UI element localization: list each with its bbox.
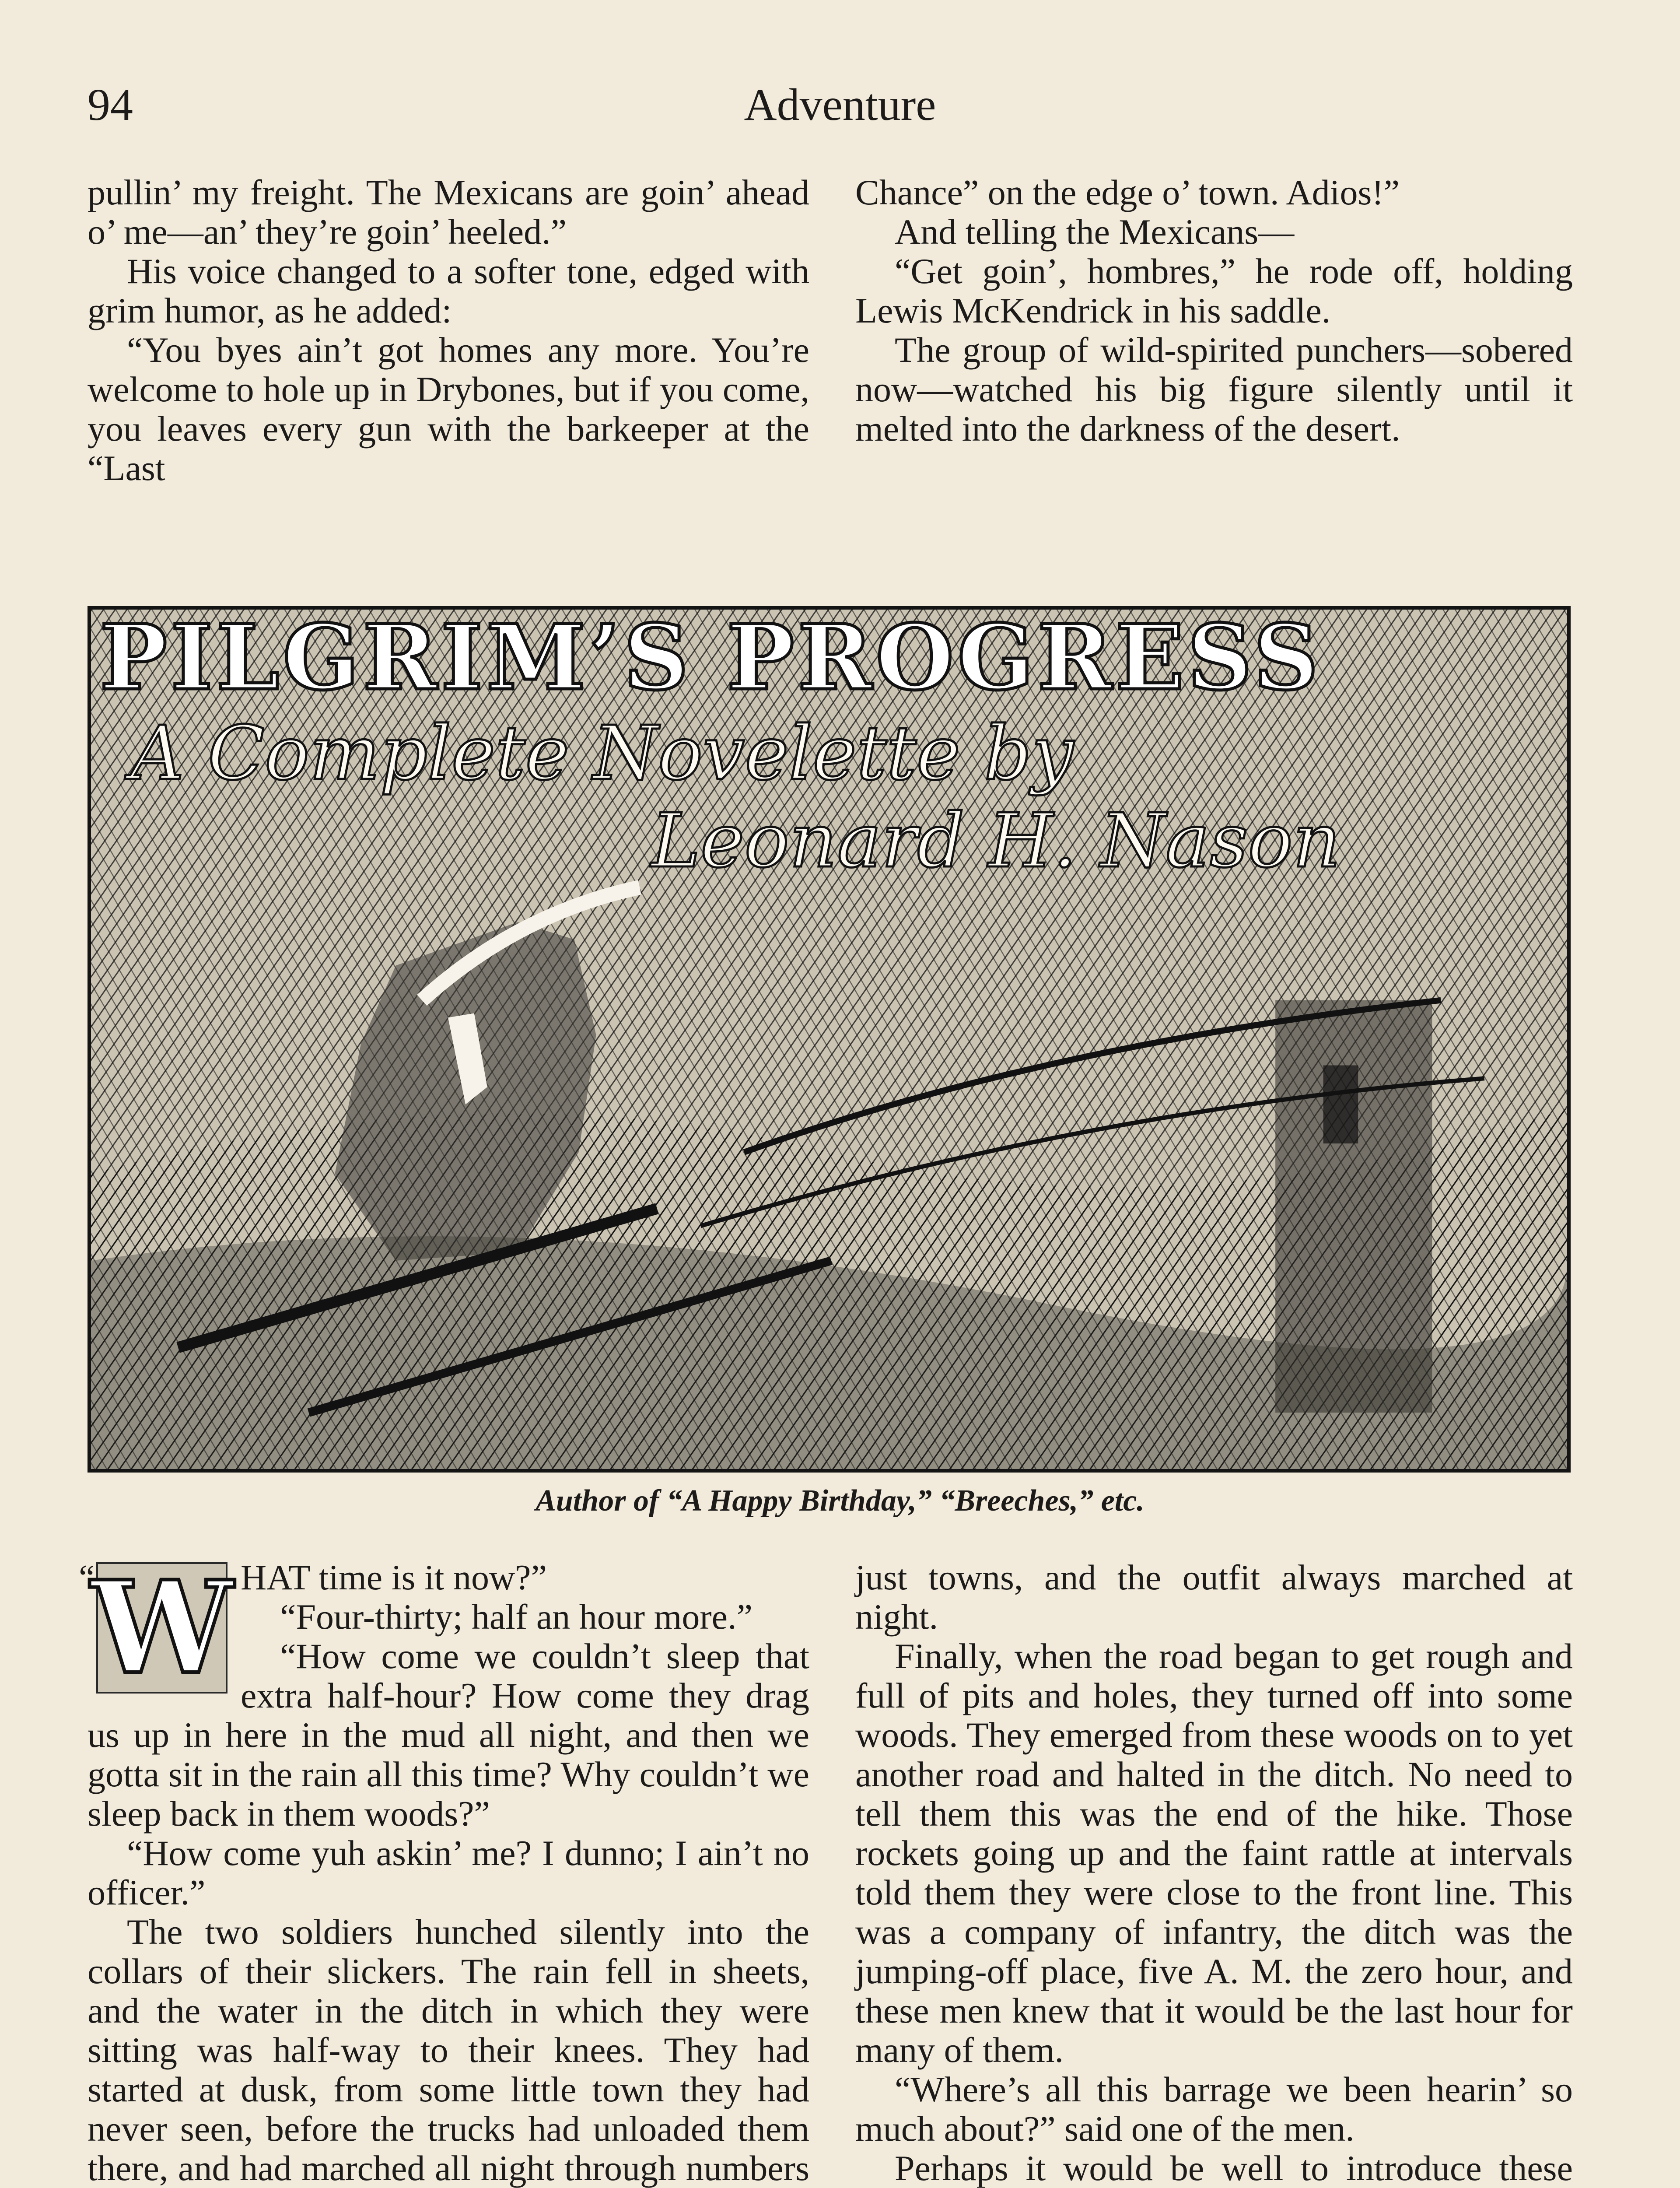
page-number: 94 <box>88 80 133 130</box>
paragraph: “You byes ain’t got homes any more. You’re welcome to hole up in Drybones, but if you come, you leaves every gun with the barkeeper at the “Last <box>88 330 809 488</box>
bottom-right-column <box>855 1558 1573 2188</box>
story-subtitle: A Complete Novelette by <box>130 710 1074 797</box>
running-title: Adventure <box>744 80 936 130</box>
paragraph: And telling the Mexicans— <box>895 212 1295 252</box>
paragraph: Finally, when the road began to get rough and full of pits and holes, they turned off into some woods. They emerged from these woods on to yet another road and halted in the ditch. No need to tell them this was the end of the hike. Those rockets going up and the faint rattle at intervals told them they were close to the front line. This was a company of infantry, the ditch was the jumping-off place, five A. M. the zero hour, and these men knew that it would be the last hour for many of them. <box>855 1636 1573 2070</box>
paragraph: “How come we couldn’t sleep that extra half-hour? How come they drag us up in here in the mud all night, and then we gotta sit in the rain all this time? Why couldn’t we sleep back in them woods?” <box>88 1636 809 1834</box>
top-left-column <box>88 173 809 488</box>
story-author: Leonard H. Nason <box>651 798 1341 884</box>
bottom-left-column <box>79 1553 809 2188</box>
paragraph: Perhaps it would be well to introduce these <box>895 2148 1573 2188</box>
illustration-caption: Author of “A Happy Birthday,” “Breeches,” etc. <box>536 1484 1144 1518</box>
paragraph: “How come yuh askin’ me? I dunno; I ain’t no officer.” <box>88 1833 809 1912</box>
paragraph: pullin’ my freight. The Mexicans are goin’ ahead o’ me—an’ they’re goin’ heeled.” <box>88 172 809 252</box>
paragraph: HAT time is it now?” <box>241 1557 547 1597</box>
paragraph: “Get goin’, hombres,” he rode off, holding Lewis McKendrick in his saddle. <box>855 251 1573 330</box>
paragraph: The group of wild-spirited punchers—sobered now—watched his big figure silently until it melted into the darkness of the desert. <box>855 330 1573 449</box>
paragraph: just towns, and the outfit always marched at night. <box>855 1557 1573 1637</box>
opening-quote: “ <box>79 1557 95 1597</box>
story-title: PILGRIM’S PROGRESS <box>100 606 1322 710</box>
story-illustration <box>88 606 1571 1473</box>
paragraph: The two soldiers hunched silently into the collars of their slickers. The rain fell in sheets, and the water in the ditch in which they were sitting was half-way to their knees. They had started at dusk, from some little town they had never seen, before the trucks had unloaded them there, and had marched all night through numbers <box>88 1912 809 2188</box>
paragraph: “Four-thirty; half an hour more.” <box>280 1597 752 1637</box>
top-right-column <box>855 173 1573 449</box>
drop-cap <box>91 1553 233 1702</box>
drop-cap-letter: W <box>91 1553 233 1702</box>
paragraph: Chance” on the edge o’ town. Adios!” <box>855 172 1400 212</box>
paragraph: His voice changed to a softer tone, edged with grim humor, as he added: <box>88 251 809 330</box>
paragraph: “Where’s all this barrage we been hearin’ so much about?” said one of the men. <box>855 2069 1573 2149</box>
